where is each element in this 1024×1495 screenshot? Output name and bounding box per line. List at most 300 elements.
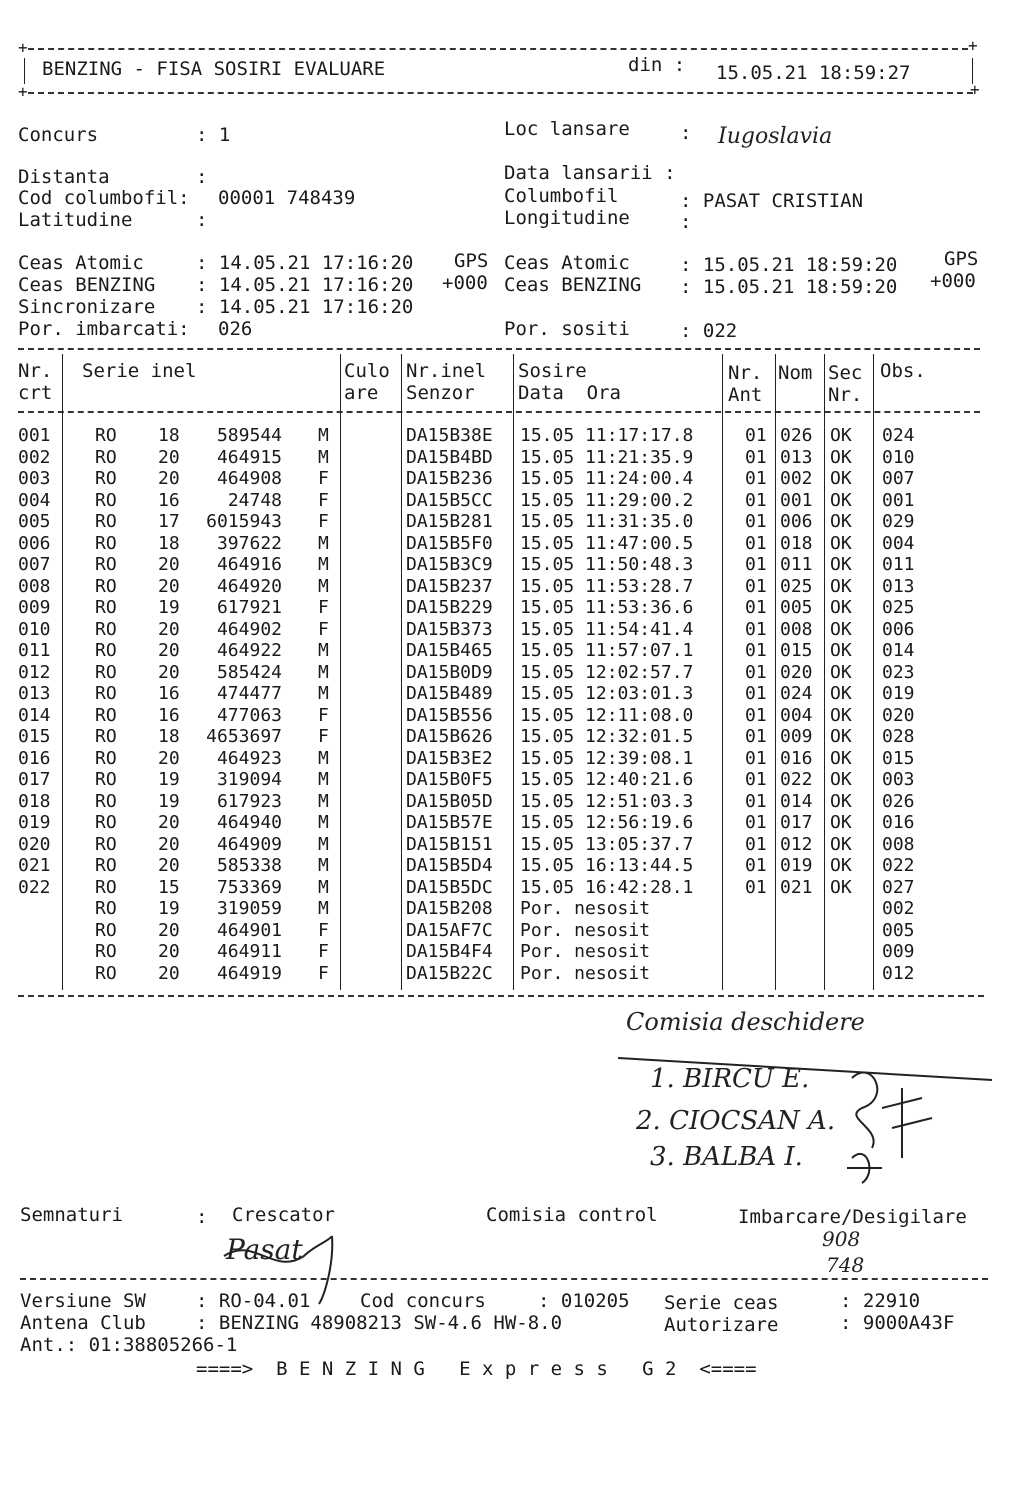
cell-nr: 010 bbox=[18, 618, 51, 640]
col-header-are: are bbox=[344, 382, 379, 404]
cell-y: 20 bbox=[158, 575, 180, 597]
cell-sosire: 15.05 11:24:00.4 bbox=[520, 468, 694, 489]
cod-concurs-label: Cod concurs bbox=[360, 1290, 486, 1312]
cell-senzor: DA15B237 bbox=[406, 575, 493, 597]
cell-c: RO bbox=[95, 661, 117, 683]
cell-s: F bbox=[318, 919, 329, 941]
cell-sosire: 15.05 12:51:03.3 bbox=[520, 790, 694, 812]
left-clock-suffix: +000 bbox=[442, 272, 488, 294]
loc-lansare-label: Loc lansare bbox=[504, 118, 630, 140]
cell-nom: 006 bbox=[780, 511, 813, 532]
concurs-value: : 1 bbox=[196, 124, 231, 146]
cell-y: 20 bbox=[158, 855, 180, 876]
document-title: BENZING - FISA SOSIRI EVALUARE bbox=[42, 58, 386, 80]
cell-senzor: DA15B3E2 bbox=[406, 747, 493, 769]
commission-title-handwritten: Comisia deschidere bbox=[626, 1008, 865, 1036]
cell-senzor: DA15B05D bbox=[406, 790, 493, 812]
cell-sosire: Por. nesosit bbox=[520, 962, 651, 984]
table-row bbox=[0, 812, 1024, 834]
cell-s: F bbox=[318, 489, 329, 511]
cell-ring: 617921 bbox=[216, 597, 282, 618]
cell-sosire: 15.05 16:13:44.5 bbox=[520, 855, 694, 876]
left-clock-suffix: GPS bbox=[454, 250, 489, 272]
cell-senzor: DA15B0D9 bbox=[406, 661, 493, 683]
cell-y: 20 bbox=[158, 941, 180, 962]
cell-ant: 01 bbox=[745, 575, 767, 597]
cell-sosire: 15.05 12:03:01.3 bbox=[520, 683, 694, 704]
cell-ring: 585424 bbox=[216, 661, 282, 683]
cell-sec: OK bbox=[830, 661, 852, 683]
cell-ant: 01 bbox=[745, 640, 767, 661]
cell-senzor: DA15B208 bbox=[406, 898, 493, 919]
header-top-border bbox=[28, 48, 968, 50]
cell-s: M bbox=[318, 446, 329, 468]
cell-sec: OK bbox=[830, 618, 852, 640]
cell-sec: OK bbox=[830, 683, 852, 704]
cell-nr: 022 bbox=[18, 876, 51, 898]
cell-nr: 014 bbox=[18, 704, 51, 726]
cell-senzor: DA15B5F0 bbox=[406, 532, 493, 554]
cell-y: 20 bbox=[158, 554, 180, 575]
cell-s: F bbox=[318, 726, 329, 747]
cell-s: M bbox=[318, 833, 329, 855]
din-value: 15.05.21 18:59:27 bbox=[716, 62, 911, 84]
columbofil-label: Columbofil bbox=[504, 185, 619, 207]
cell-s: F bbox=[318, 618, 329, 640]
cell-nr: 012 bbox=[18, 661, 51, 683]
cell-c: RO bbox=[95, 489, 117, 511]
cell-s: M bbox=[318, 769, 329, 790]
cell-obs: 003 bbox=[882, 769, 915, 790]
versiune-label: Versiune SW bbox=[20, 1290, 146, 1312]
cell-ring: 464922 bbox=[216, 640, 282, 661]
cell-c: RO bbox=[95, 511, 117, 532]
cell-senzor: DA15B229 bbox=[406, 597, 493, 618]
concurs-label: Concurs bbox=[18, 124, 99, 146]
cell-sosire: 15.05 12:56:19.6 bbox=[520, 812, 694, 833]
cell-nom: 021 bbox=[780, 876, 813, 898]
benzing-express-banner: ====> B E N Z I N G E x p r e s s G 2 <==== bbox=[196, 1358, 757, 1380]
cell-obs: 008 bbox=[882, 833, 915, 855]
cell-y: 16 bbox=[158, 683, 180, 704]
cell-ant: 01 bbox=[745, 661, 767, 683]
cell-senzor: DA15B5D4 bbox=[406, 855, 493, 876]
col-header-nr-ant: Nr. bbox=[728, 362, 763, 384]
cell-nr: 002 bbox=[18, 446, 51, 468]
col-header-nrinel: Nr.inel bbox=[406, 360, 487, 382]
cell-ring: 319094 bbox=[216, 769, 282, 790]
cell-nr: 006 bbox=[18, 532, 51, 554]
header-bottom-border bbox=[28, 92, 973, 94]
cell-c: RO bbox=[95, 941, 117, 962]
cell-y: 18 bbox=[158, 532, 180, 554]
col-header-nr: Nr. bbox=[18, 360, 53, 382]
table-row bbox=[0, 511, 1024, 533]
cell-obs: 024 bbox=[882, 425, 915, 446]
cell-senzor: DA15B5DC bbox=[406, 876, 493, 898]
cell-c: RO bbox=[95, 790, 117, 812]
cell-sosire: 15.05 11:47:00.5 bbox=[520, 532, 694, 554]
cell-c: RO bbox=[95, 704, 117, 726]
cell-ant: 01 bbox=[745, 769, 767, 790]
cell-nr: 007 bbox=[18, 554, 51, 575]
cell-s: M bbox=[318, 876, 329, 898]
cell-c: RO bbox=[95, 425, 117, 446]
longitudine-colon: : bbox=[680, 211, 692, 233]
cell-ring: 464916 bbox=[216, 554, 282, 575]
cell-ant: 01 bbox=[745, 704, 767, 726]
table-row bbox=[0, 834, 1024, 856]
cell-nom: 020 bbox=[780, 661, 813, 683]
cell-ring: 617923 bbox=[216, 790, 282, 812]
cell-nom: 001 bbox=[780, 489, 813, 511]
cell-sosire: Por. nesosit bbox=[520, 941, 651, 962]
cell-ring: 464940 bbox=[216, 812, 282, 833]
cell-s: M bbox=[318, 790, 329, 812]
col-header-obs: Obs. bbox=[880, 360, 926, 382]
cell-ring: 474477 bbox=[216, 683, 282, 704]
cell-ant: 01 bbox=[745, 554, 767, 575]
cell-ring: 464909 bbox=[216, 833, 282, 855]
cell-nr: 021 bbox=[18, 855, 51, 876]
cell-nr: 005 bbox=[18, 511, 51, 532]
cell-sosire: 15.05 12:32:01.5 bbox=[520, 726, 694, 747]
cell-sosire: 15.05 12:11:08.0 bbox=[520, 704, 694, 726]
cell-sec: OK bbox=[830, 726, 852, 747]
table-row bbox=[0, 468, 1024, 490]
cell-y: 19 bbox=[158, 597, 180, 618]
cell-c: RO bbox=[95, 683, 117, 704]
col-header-sosire: Sosire bbox=[518, 360, 587, 382]
cell-nr: 015 bbox=[18, 726, 51, 747]
table-row bbox=[0, 576, 1024, 598]
corner: + bbox=[970, 80, 980, 99]
cell-sosire: Por. nesosit bbox=[520, 898, 651, 919]
antena-label: Antena Club bbox=[20, 1312, 146, 1334]
cell-nr: 013 bbox=[18, 683, 51, 704]
table-row bbox=[0, 640, 1024, 662]
cell-nom: 017 bbox=[780, 812, 813, 833]
cell-nom: 004 bbox=[780, 704, 813, 726]
cell-c: RO bbox=[95, 446, 117, 468]
cell-sec: OK bbox=[830, 425, 852, 446]
cell-nom: 011 bbox=[780, 554, 813, 575]
cell-obs: 012 bbox=[882, 962, 915, 984]
table-row bbox=[0, 705, 1024, 727]
col-header-sec: Sec bbox=[828, 362, 863, 384]
cell-s: F bbox=[318, 941, 329, 962]
table-row bbox=[0, 533, 1024, 555]
cell-y: 20 bbox=[158, 446, 180, 468]
signatures-colon: : bbox=[196, 1206, 208, 1228]
cell-nom: 015 bbox=[780, 640, 813, 661]
cell-nom: 026 bbox=[780, 425, 813, 446]
table-row bbox=[0, 920, 1024, 942]
table-row bbox=[0, 748, 1024, 770]
cell-ant: 01 bbox=[745, 812, 767, 833]
serie-ceas-label: Serie ceas bbox=[664, 1292, 779, 1314]
cell-ant: 01 bbox=[745, 489, 767, 511]
cell-ring: 464919 bbox=[216, 962, 282, 984]
cell-ant: 01 bbox=[745, 425, 767, 446]
cell-sec: OK bbox=[830, 855, 852, 876]
imbarcare-label: Imbarcare/Desigilare bbox=[738, 1206, 967, 1228]
cell-nom: 009 bbox=[780, 726, 813, 747]
table-top-border bbox=[18, 348, 980, 350]
cell-sec: OK bbox=[830, 597, 852, 618]
latitudine-colon: : bbox=[196, 209, 208, 231]
table-header-divider bbox=[18, 411, 980, 413]
cell-c: RO bbox=[95, 962, 117, 984]
cell-s: M bbox=[318, 575, 329, 597]
cell-obs: 002 bbox=[882, 898, 915, 919]
table-row bbox=[0, 963, 1024, 985]
corner: + bbox=[18, 82, 28, 101]
cell-senzor: DA15AF7C bbox=[406, 919, 493, 941]
commission-member-2: 2. CIOCSAN A. bbox=[636, 1106, 836, 1136]
columbofil-value: : PASAT CRISTIAN bbox=[680, 190, 864, 212]
cell-c: RO bbox=[95, 640, 117, 661]
cell-ring: 464901 bbox=[216, 919, 282, 941]
cell-obs: 001 bbox=[882, 489, 915, 511]
cell-sosire: 15.05 12:39:08.1 bbox=[520, 747, 694, 769]
cell-sosire: 15.05 12:02:57.7 bbox=[520, 661, 694, 683]
cell-c: RO bbox=[95, 769, 117, 790]
cell-nom: 013 bbox=[780, 446, 813, 468]
cell-y: 18 bbox=[158, 425, 180, 446]
cell-nom: 024 bbox=[780, 683, 813, 704]
cell-sec: OK bbox=[830, 532, 852, 554]
cell-nom: 022 bbox=[780, 769, 813, 790]
antena-id: Ant.: 01:38805266-1 bbox=[20, 1334, 238, 1356]
table-row bbox=[0, 683, 1024, 705]
cell-s: M bbox=[318, 747, 329, 769]
right-clock-value: : 15.05.21 18:59:20 bbox=[680, 254, 898, 276]
corner: + bbox=[968, 36, 978, 55]
cell-senzor: DA15B4F4 bbox=[406, 941, 493, 962]
left-clock-label: Por. imbarcati: bbox=[18, 318, 190, 340]
cell-c: RO bbox=[95, 554, 117, 575]
right-clock-label: Ceas BENZING bbox=[504, 274, 642, 296]
autorizare-label: Autorizare bbox=[664, 1314, 779, 1336]
cell-c: RO bbox=[95, 468, 117, 489]
cell-s: F bbox=[318, 704, 329, 726]
cell-ant: 01 bbox=[745, 726, 767, 747]
cell-ant: 01 bbox=[745, 790, 767, 812]
commission-member-1: 1. BIRCU E. bbox=[650, 1064, 810, 1094]
col-header-senzor: Senzor bbox=[406, 382, 475, 404]
col-header-ant: Ant bbox=[728, 384, 763, 406]
cell-nr: 011 bbox=[18, 640, 51, 661]
cell-obs: 004 bbox=[882, 532, 915, 554]
serie-ceas-value: : 22910 bbox=[840, 1290, 921, 1312]
autorizare-value: : 9000A43F bbox=[840, 1312, 955, 1334]
cell-nom: 019 bbox=[780, 855, 813, 876]
cell-senzor: DA15B3C9 bbox=[406, 554, 493, 575]
cell-y: 19 bbox=[158, 790, 180, 812]
cell-nr: 003 bbox=[18, 468, 51, 489]
cell-nr: 020 bbox=[18, 833, 51, 855]
table-row bbox=[0, 554, 1024, 576]
crescator-label: Crescator bbox=[232, 1204, 335, 1226]
col-header-crt: crt bbox=[18, 382, 53, 404]
cell-ring: 464902 bbox=[216, 618, 282, 640]
cell-ant: 01 bbox=[745, 511, 767, 532]
table-row bbox=[0, 791, 1024, 813]
col-header-data-ora: Data Ora bbox=[518, 382, 621, 404]
cell-obs: 007 bbox=[882, 468, 915, 489]
signatures-label: Semnaturi bbox=[20, 1204, 123, 1226]
cell-nom: 002 bbox=[780, 468, 813, 489]
versiune-value: : RO-04.01 bbox=[196, 1290, 311, 1312]
imbarcare-note-2: 748 bbox=[826, 1253, 865, 1277]
cell-sec: OK bbox=[830, 833, 852, 855]
table-row bbox=[0, 877, 1024, 899]
right-clock-value: : 022 bbox=[680, 320, 738, 342]
cell-y: 16 bbox=[158, 704, 180, 726]
table-row bbox=[0, 855, 1024, 877]
cell-ant: 01 bbox=[745, 446, 767, 468]
cod-concurs-value: : 010205 bbox=[538, 1290, 630, 1312]
cell-obs: 022 bbox=[882, 855, 915, 876]
antena-value: : BENZING 48908213 SW-4.6 HW-8.0 bbox=[196, 1312, 563, 1334]
col-header-nom: Nom bbox=[778, 362, 813, 384]
cell-ring: 464911 bbox=[216, 941, 282, 962]
left-clock-value: 026 bbox=[218, 318, 253, 340]
cell-sosire: Por. nesosit bbox=[520, 919, 651, 941]
left-clock-value: : 14.05.21 17:16:20 bbox=[196, 274, 414, 296]
comisia-control-label: Comisia control bbox=[486, 1204, 658, 1226]
cell-ring: 589544 bbox=[216, 425, 282, 446]
cell-nom: 016 bbox=[780, 747, 813, 769]
cell-y: 20 bbox=[158, 962, 180, 984]
cell-ring: 753369 bbox=[216, 876, 282, 898]
col-header-culo: Culo bbox=[344, 360, 390, 382]
cell-c: RO bbox=[95, 575, 117, 597]
cell-sec: OK bbox=[830, 468, 852, 489]
left-clock-label: Ceas Atomic bbox=[18, 252, 144, 274]
breeder-signature: Pasat bbox=[226, 1233, 303, 1266]
cell-sosire: 15.05 11:29:00.2 bbox=[520, 489, 694, 511]
imbarcare-note-1: 908 bbox=[822, 1227, 861, 1251]
cell-c: RO bbox=[95, 812, 117, 833]
cell-ring: 464920 bbox=[216, 575, 282, 597]
cell-sec: OK bbox=[830, 640, 852, 661]
cell-senzor: DA15B236 bbox=[406, 468, 493, 489]
corner: + bbox=[18, 38, 28, 57]
cell-obs: 027 bbox=[882, 876, 915, 898]
cell-ant: 01 bbox=[745, 747, 767, 769]
cod-columbofil-label: Cod columbofil: bbox=[18, 187, 190, 209]
cell-sec: OK bbox=[830, 554, 852, 575]
cell-obs: 009 bbox=[882, 941, 915, 962]
table-row bbox=[0, 597, 1024, 619]
right-clock-suffix: GPS bbox=[944, 248, 979, 270]
cell-senzor: DA15B489 bbox=[406, 683, 493, 704]
cell-sec: OK bbox=[830, 446, 852, 468]
cell-s: F bbox=[318, 597, 329, 618]
cell-sosire: 15.05 11:53:36.6 bbox=[520, 597, 694, 618]
cell-s: M bbox=[318, 425, 329, 446]
cell-nr: 018 bbox=[18, 790, 51, 812]
cell-nom: 014 bbox=[780, 790, 813, 812]
cell-c: RO bbox=[95, 747, 117, 769]
cell-nom: 005 bbox=[780, 597, 813, 618]
cell-ant: 01 bbox=[745, 683, 767, 704]
cell-y: 20 bbox=[158, 661, 180, 683]
cell-obs: 019 bbox=[882, 683, 915, 704]
cell-c: RO bbox=[95, 597, 117, 618]
cell-senzor: DA15B465 bbox=[406, 640, 493, 661]
cell-y: 16 bbox=[158, 489, 180, 511]
cell-c: RO bbox=[95, 833, 117, 855]
cell-c: RO bbox=[95, 532, 117, 554]
cell-obs: 011 bbox=[882, 554, 915, 575]
cell-nr: 016 bbox=[18, 747, 51, 769]
cell-s: M bbox=[318, 640, 329, 661]
cell-senzor: DA15B151 bbox=[406, 833, 493, 855]
cell-obs: 023 bbox=[882, 661, 915, 683]
cell-ant: 01 bbox=[745, 532, 767, 554]
cell-obs: 028 bbox=[882, 726, 915, 747]
table-row bbox=[0, 726, 1024, 748]
right-clock-label: Ceas Atomic bbox=[504, 252, 630, 274]
cell-sosire: 15.05 16:42:28.1 bbox=[520, 876, 694, 898]
cell-obs: 010 bbox=[882, 446, 915, 468]
left-clock-label: Sincronizare bbox=[18, 296, 156, 318]
table-row bbox=[0, 898, 1024, 920]
col-header-serie: Serie inel bbox=[82, 360, 197, 382]
cell-y: 20 bbox=[158, 833, 180, 855]
table-bottom-border bbox=[18, 995, 984, 997]
table-row bbox=[0, 662, 1024, 684]
cell-nr: 004 bbox=[18, 489, 51, 511]
cell-ring: 585338 bbox=[216, 855, 282, 876]
cell-c: RO bbox=[95, 726, 117, 747]
latitudine-label: Latitudine bbox=[18, 209, 133, 231]
cell-y: 20 bbox=[158, 747, 180, 769]
din-label: din : bbox=[628, 54, 686, 76]
cell-s: M bbox=[318, 855, 329, 876]
cell-obs: 026 bbox=[882, 790, 915, 812]
cell-nr: 009 bbox=[18, 597, 51, 618]
cell-obs: 015 bbox=[882, 747, 915, 769]
loc-lansare-handwritten: Iugoslavia bbox=[718, 124, 833, 149]
cell-nom: 018 bbox=[780, 532, 813, 554]
cell-ring: 477063 bbox=[216, 704, 282, 726]
cell-s: M bbox=[318, 532, 329, 554]
cell-obs: 025 bbox=[882, 597, 915, 618]
longitudine-label: Longitudine bbox=[504, 207, 630, 229]
cell-obs: 006 bbox=[882, 618, 915, 640]
table-row bbox=[0, 425, 1024, 447]
cell-sec: OK bbox=[830, 575, 852, 597]
data-lansarii-label: Data lansarii : bbox=[504, 162, 676, 184]
cell-s: M bbox=[318, 683, 329, 704]
cell-s: M bbox=[318, 898, 329, 919]
left-clock-label: Ceas BENZING bbox=[18, 274, 156, 296]
cell-s: F bbox=[318, 468, 329, 489]
header-left-border bbox=[24, 58, 25, 84]
cell-ant: 01 bbox=[745, 855, 767, 876]
cell-c: RO bbox=[95, 618, 117, 640]
distanta-label: Distanta bbox=[18, 166, 110, 188]
cell-nom: 025 bbox=[780, 575, 813, 597]
cell-sec: OK bbox=[830, 790, 852, 812]
cell-senzor: DA15B556 bbox=[406, 704, 493, 726]
cell-ant: 01 bbox=[745, 876, 767, 898]
cell-y: 18 bbox=[158, 726, 180, 747]
